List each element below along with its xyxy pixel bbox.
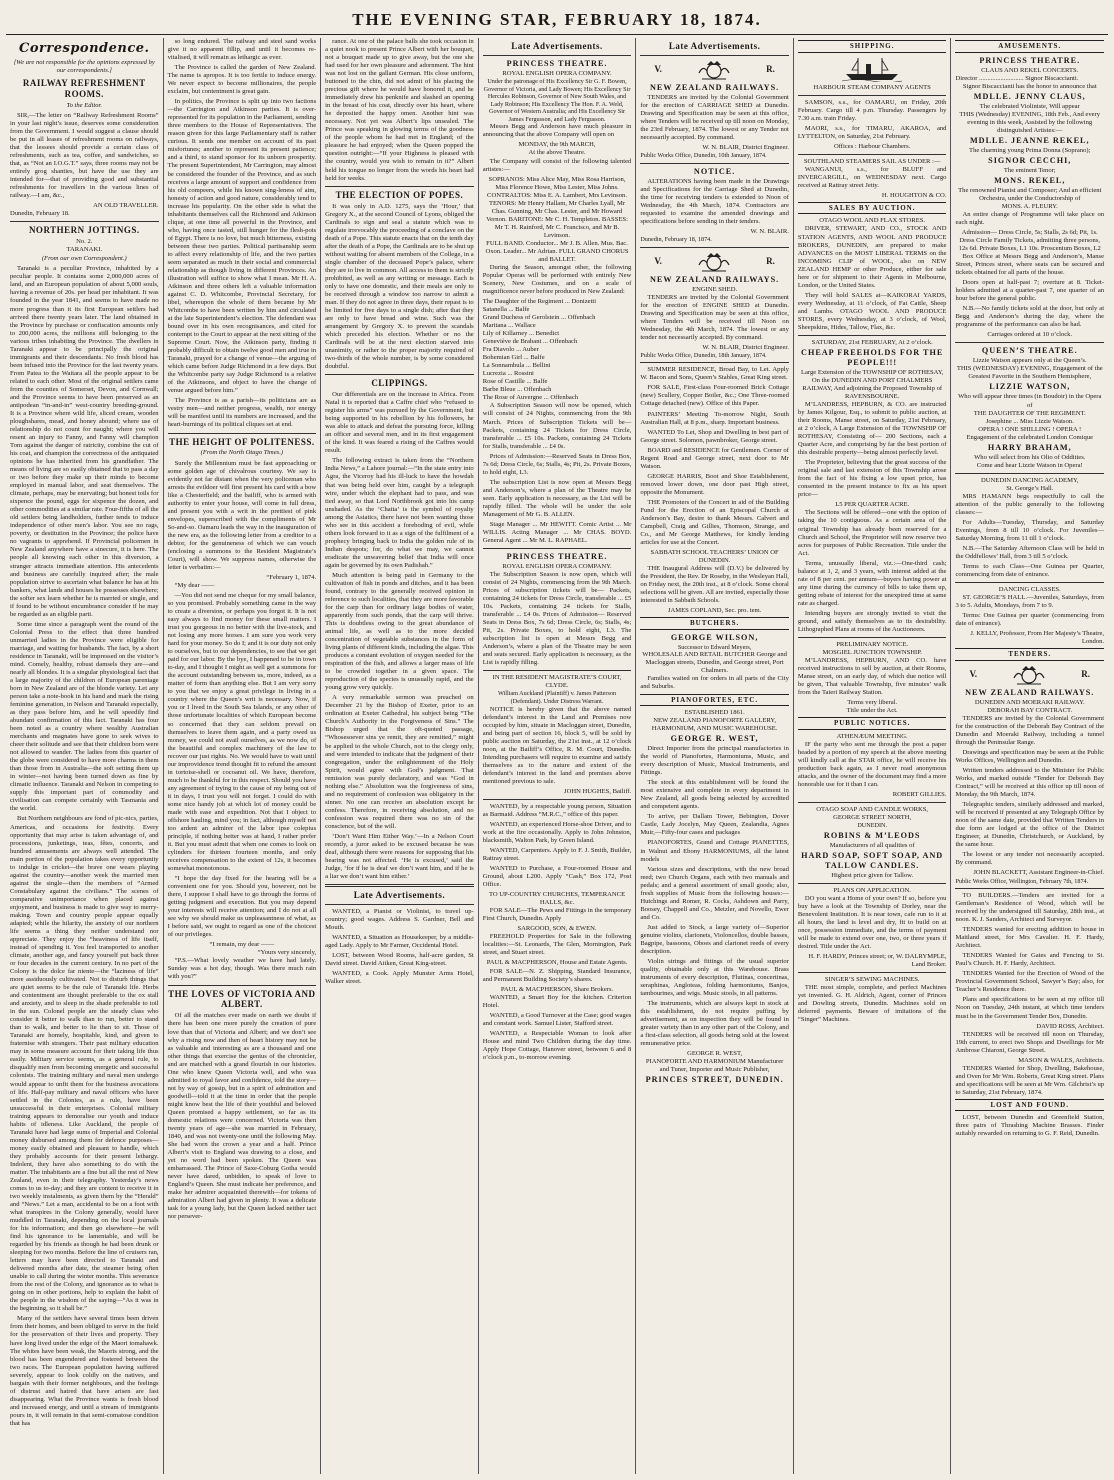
classified-ad: WANTED, a Good Turnover at the Case; good wages and constant work. Samuel Lister, Stafford street. [482,1011,632,1027]
loves-title: THE LOVES OF VICTORIA AND ALBERT. [168,988,316,1010]
upset-price: L5 PER QUARTER ACRE. [835,501,910,509]
robins-body: Manufacturers of all qualities of [829,841,915,849]
divider [483,548,632,549]
divider [798,972,947,973]
classified-ad: THE Promoters of the Concert in aid of the Building Fund for the Erection of an Episcopal Church at Anderson’s Bay, desire to thank Messrs. Calvert and Campbell, Craig and Gillies, Thomson, Strange, and Co., and Mr George Matthews, for kindly lending articles for use at the Concert. [640,498,789,546]
performer-sub: The eminent Tenor; [1003,166,1056,174]
hamann-body: For Adults—Tuesday, Thursday, and Saturday Evenings, from 8 till 10 o’clock. For Juveniles—Saturday Morning, from 11 till 1 o’clock. [955,518,1105,542]
tender-ad: TENDERS Wanted for Shop, Dwelling, Bakehouse, and Oven for Mr Wm. Roberts, Great King street. Plans and specifications will be seen at Mr Wm. Gilchrist’s up to Saturday, 21st February, 1874. [955,1064,1105,1096]
correspondence-title: Correspondence. [19,41,150,56]
letter-to: To the Editor. [66,101,103,109]
classified-ad: SUMMER RESIDENCE, Broad Bay, to Let. Apply W. Bacon and Sons, Queen’s Stables, Great King street. [640,366,789,382]
ad-signature: PAUL & MACPHERSON, House and Estate Agents. [486,959,628,967]
performer-sub: The renowned Pianist and Composer; And an efficient Orchestra, under the Conductorship of [958,186,1102,202]
classified-ad: FOR SALE—N. Z. Shipping, Standard Insurance, and Permanent Building Society’s shares. [482,967,632,983]
court-title: IN THE RESIDENT MAGISTRATE’S COURT, CLYDE. [492,674,622,690]
loves-body: Of all the matches ever made on earth we doubt if there has been one more purely the creation of pure love than that of Victoria and Albert; and we don’t see why a rising now and then of heart history may not be as valuable and interesting as are a thousand and one other things that exercise the genius of the chronicler, and are matched with a grand flourish in our histories. One who knew Queen Victoria well, and who was admitted to royal favor and confidence, told the story—not by way of gossip, but in a spirit of admiration and goodwill—told it at the time in order that the people might know best the life of their youthful and beloved Queen promised a happy settlement, so far as its domestic relations were concerned. Victoria was then twenty years of age—she was married in February, 1840, and was not twenty-one until the following May. She had worn the crown a year and a half. Prince Albert’s visit to England was drawing to a close, and yet no word had been spoken. The Queen was embarrassed. The Prince of Saxe-Coburg Gotha would never have dared, unbidden, to speak of love to England’s Queen. She must indicate her preference, and make her admirer acquainted therewith—for tokens of admiration Albert had given in plenty. It was a delicate task for a young lady, but the Queen lacked neither tact nor persever- [167,1012,317,1221]
georges-body: ST. GEORGE’S HALL.—Juveniles, Saturdays, from 3 to 5. Adults, Mondays, from 7 to 9. [955,594,1105,610]
sabbath-body: THE Inaugural Address will (D.V.) be delivered by the President, the Rev. Dr Roseby, in the Wesleyan Hall, on Friday next, the 20th inst., at 8 o’clock. Some choral selections will be given. All are invited, especially those interested in Sabbath Schools. [640,565,789,605]
cheap-freeholds-title: CHEAP FREEHOLDS FOR THE PEOPLE!!! [801,347,944,367]
section-header-pianofortes: PIANOFORTES, ETC. [640,694,789,707]
tender-ad: TO BUILDERS.—Tenders are invited for a Gentleman’s Residence of Wood, which will be received by the undersigned till Saturday, 28th inst., at noon. K. J. Sanders, Architect and Surveyor. [955,892,1105,924]
court-signature: JOHN HUGHES, Bailiff. [564,787,632,795]
mosgiel-title-act: Title under the Act. [846,707,898,715]
opera-item: The Daughter of the Regiment ... Donizetti [482,298,597,306]
clipping: Our differentials are on the increase in Africa. From Natal it is reported that a Caffre chief who “refused to register his arms” was pursued by the Government, but being supported in his rebellion by his followers, he was able to attack and defeat the pursuing force, killing an officer and several men, and in its first engagement of the kind. It was feared a rising of the Caffres would result. [325,391,474,455]
west-body: The instruments, which are always kept in stock at this establishment, do not require puffing by advertisement, as on inspection they will be found in greater variety than in any other part of the Colony, and a first-class selection, all goods being sold at the lowest remunerative price. [640,1000,789,1048]
opera-shilling: OPERA ! ONE SHILLING ! OPERA ! [978,425,1082,433]
blackett-date: Public Works Office, Wellington, February 7th, 1874. [955,877,1089,885]
column-2 [164,38,322,1474]
railways-signature: W. N. BLAIR, District Engineer. [702,343,789,351]
theatre-ad-title: PRINCESS THEATRE. [506,551,608,561]
west-body: Direct Importer from the principal manufactories in the world of Pianofortes, Harmoniums, Music, and every description of Music, Musical Instruments, and Fittings. [640,745,789,777]
hamann-body: Terms to each Class—One Guinea per Quarter, commencing from date of entrance. [955,563,1105,579]
hamann-body: MRS HAMANN begs respectfully to call the attention of the public generally to the following classes:— [955,492,1105,516]
carriages-note: Carriages ordered at 10 o’clock. [987,331,1073,339]
lost-ad: LOST, between Dunedin and Greenfield Station, three pairs of Thrashing Machine Brasses. Finder suitably rewarded on returning to G. F. Reid, Dunedin. [955,1114,1105,1138]
columns [6,38,1108,1474]
classified-ad: WANTED, a Situation as Housekeeper, by a middle-aged Lady. Apply to Mr Farmer, Occidental Hotel. [325,934,474,950]
shipping-signature: Offices : Harbour Chambers. [833,142,911,150]
home-body: DO you want a Home of your own? If so, before you buy have a look at the Township of Dorley, near the Benevolent Institution. It is near town, cafe run to it at all hours, the land is level and dry, fit to build on at once, possession immediate, and the terms of payment will be made to extend over one, two, or three years if desired. Title under the Act. [797,894,947,950]
politeness-body: Surely the Millennium must be fast approaching or some golden age of chivalrous courtesy. We say is evidently not far distant when the very policeman who arrests the evildoer will first present his card with a bow like a Chesterfield; and the bailiff, who is armed with authority to enter your house, will come in full dress, and present you with a writ in the prettiest of pink envelopes, superscribed with the compliments of Mr So-and-so. Oamaru leads the way in the inauguration of the new era, as the following letter from a creditor to a debtor, for the genuineness of which we can vouch (enclosing a summons to the Resident Magistrate’s Court), will show. We suppress names, otherwise the letter is verbatim:— [167,459,317,571]
classified-ad: BOARD and RESIDENCE for Gentlemen. Corner of Regent Road and George street, next door to Mr Watson. [640,446,789,470]
railways-title: NEW ZEALAND RAILWAYS. [965,687,1095,697]
soap-address: GEORGE STREET NORTH, [833,814,912,821]
performer-name: MONS. REKEL, [994,175,1066,185]
performer-sub: Who will select from his Olio of Oddities. [974,453,1086,461]
popes-body: It was only in A.D. 1275, says the ‘Hour,’ that Gregory X., at the second Council of Lyons, obliged the Cardinals to sign and seal a statute which was to regulate irrevocably the proceeding of a conclave on the death of a Pope. This statute enacts that on the tenth day after the death of a Pope, the Cardinals are to be shut up without waiting for absent members of the College, in a single chamber of the deceased Pope’s palace, where they are to live in common. All access to them is strictly prohibited, as well as any writing or message. Each is only to have one domestic, and their meals are only to be received through a window too narrow to admit a man. If they do not agree in three days, their repast is to be limited for five days to a single dish; after that they are only to have bread and wine. Such was the arrangement by Gregory X. to prevent the scandals which preceded his election. Whether or no the Cardinals will be at the next election starved into unanimity, or rather to the proper majority required of two-thirds of the whole number, is by some considered doubtful. [325,202,474,371]
southland-title: SOUTHLAND STEAMERS SAIL AS UNDER :— [803,157,941,165]
divider [955,888,1104,889]
theatre-subscription: A Subscription Season will now be opened, which will consist of 24 Nights, commencing from the 9th March. Prices of Subscription Tickets will be— Packets, containing 24 Tickets for Dress Circle, transferable ... £5 10s. Packets, containing 24 Tickets for Stalls, transferable ... £4 0s. [482,402,632,450]
jottings-paragraph: The Province is called the garden of New Zealand. The name is apropos. It is too fertile to induce energy. We never expect to become millionaires, the people exclaim, but contentment is great gain. [167,64,317,96]
deborah-title: DEBORAH BAY CONTRACT. [987,706,1073,714]
politeness-title: THE HEIGHT OF POLITENESS. [169,436,315,447]
notice-date: Dunedin, February 18, 1874. [640,235,712,243]
classified-ad: WANTED to Purchase, a Four-roomed House and Ground, about L200. Apply “Cash,” Box 172, Post Office. [482,865,632,889]
divider [640,247,789,248]
west-name: GEORGE R. WEST, [670,734,759,744]
jottings-paragraph: so long endured. The railway and steel sand works give it no apparent fillip, and until it becomes re-vitalised, it will remain as lethargic as ever. [167,38,317,62]
shipping-notice: SAMSON, s.s., for OAMARU, on Friday, 20th February. Cargo till 4 p.m. Thursday. Passengers by 7.30 a.m. train Friday. [797,98,947,122]
clipping: A very remarkable sermon was preached on December 21 by the Bishop of Exeter, prior to an ordination at Exeter Cathedral, his subject being “The Church’s Authority in the Forgiveness of Sins.” The Bishop urged that the oft-quoted passage, “Whosesoever sins ye remit, they are remitted,” might be applied to the whole Church, not to the clergy only, and were intended to indicate that the judgment of their congregation, under the enlightenment of the Holy Spirit, would agree with God’s judgment. That remission was purely declaratory, and was “God in nothing else.” Absolution was the forgiveness of sins, and no requirement of confession was obligatory in the sinner. No one can receive an absolution except he confess. Therefore, in receiving absolution, and no confession was required there was no sin of the conscience, but of the will. [325,694,474,830]
classified-ad: FREEHOLD Properties for Sale in the following localities:—St. Leonards, The Glen, Mornington, Park street, and Stuart street. [482,933,632,957]
railways-body: TENDERS are invited by the Colonial Government for the erection of ENGINE SHED at Dunedin. Drawing and Specification may be seen at this office, where Tenders will be received till Noon on Wednesday, the 4th March, 1874. The lowest or any tender not necessarily accepted. By command. [640,293,789,341]
robins-price: Highest price given for Tallow. [831,871,914,879]
athenaeum-title: ATHENÆUM MEETING. [836,732,908,740]
column-3 [321,38,479,1474]
notice-signature: W. N. BLAIR. [750,227,789,235]
letter-salute: “My dear —— [174,581,215,589]
ad-signature: PAUL & MACPHERSON, Share Brokers. [500,985,614,993]
classified-ad: WANTED, a Smart Boy for the kitchen. Criterion Hotel. [482,993,632,1009]
harbour-title: HARBOUR STEAM COMPANY AGENTS [813,83,931,91]
letter-date: “February 1, 1874. [266,573,317,581]
divider [955,342,1104,343]
column-4 [479,38,637,1474]
tender-body: Telegraphic tenders, similarly addressed and marked, will be received if presented at any Telegraph Office by noon of the same date, provided that Written Tenders in due form are lodged at the office of the District Engineer, at Dunedin, Christchurch, or Auckland, by the same hour. [955,801,1105,849]
letter-signature: AN OLD TRAVELLER. [93,202,159,210]
mosgiel-title: MOSGIEL JUNCTION TOWNSHIP. [822,648,922,656]
opera-item: Maritana ... Wallace [482,322,536,330]
classified-ad: WANTED, Carpenters. Apply to F. J. Smith, Builder, Rattray street. [482,847,632,863]
divider [168,433,317,434]
hamann-body: N.B.—The Saturday Afternoon Class will be held in the Oddfellows’ Hall, from 3 till 5 o’clock. [955,544,1105,560]
column-1 [6,38,164,1474]
divider [640,362,789,363]
west-address: PRINCES STREET, DUNEDIN. [645,1075,784,1085]
plans-title: PLANS ON APPLICATION. [833,886,911,894]
opera-item: Lucrezia ... Rossini [482,370,534,378]
section-header-lost-found: LOST AND FOUND. [955,1099,1104,1112]
theatre-body: Messrs Begg and Anderson have much pleasure in announcing that the above Company will open on [482,123,632,139]
theatre-company-note: The Company will consist of the following talented artistes:— [482,157,632,173]
royal-crest [640,251,789,273]
clipping: ‘Don’t Want Him Either Way.’—In a Nelson Court recently, a juror asked to be excused because he was deaf, although there were reasons for supposing that his hearing was not affected. ‘He is excused,’ said the Judge, ‘for if he is deaf we don’t want him, and if he is a liar we don’t want him either.’ [325,832,474,880]
divider [798,95,947,96]
kelly-signature: J. KELLY, Professor, From Her Majesty’s Theatre, London. [970,630,1105,646]
divider [325,904,474,905]
railways-title: NEW ZEALAND RAILWAYS. [649,274,780,284]
crest-v: V. [654,256,662,267]
auction-date: SATURDAY, 21st FEBRUARY, At 2 o’clock. [811,338,933,346]
section-header-amusements: AMUSEMENTS. [955,40,1104,53]
dancing-title: DUNEDIN DANCING ACADEMY, [981,476,1079,484]
loves-body: rance. At one of the palace balls she took occasion in a quiet nook to present Prince Albert with her bouquet, not a bouquet made up to give away, but the one she had used for her own pleasure and adornment. The hint was not lost on the gallant German. His close uniform, buttoned to the chin, did not admit of his placing the precious gift where he would have honored it, and he immediately drew his penknife and slashed an opening in the breast of his coat, directly over his heart, where he deposited the happy omen. Another hint was necessary. Not yet was Albert’s lips unsealed. The Prince was speaking in glowing terms of the goodness of the people whom he had met in England; of the pleasure he had enjoyed; when the Queen popped the question outright:—“If your Highness is pleased with the country, would you wish to remain in it?” Albert held his tongue no longer from the words his heart had held for weeks. [325,38,474,182]
queens-evening: THIS (WEDNESDAY) EVENING, Engagement of the Greatest Favorite in the Southern Hemisphere, [956,365,1103,381]
divider [483,799,632,800]
mosgiel-body: M’LANDRESS, HEPBURN, AND CO. have received instructions to sell by auction, at their Rooms, Manse street, on an early day, of which due notice will be given, That valuable Township, five minutes’ walk from the Taieri Railway Station. [797,656,947,697]
theatre-subscription-close: The subscription List is now open at Messrs Begg and Anderson’s, where a plan of the Theatre may be seen. Early application is necessary, as the List will be rapidly filled. The whole will be under the sole Management of Mr G. B. ALLEN. [482,478,632,518]
tender-ad: Plans and specifications to be seen at my office till Noon on Tuesday, 24th instant, at which time tenders must be in the Government Tender Box, Dunedin. [955,996,1105,1020]
section-header-auction: SALES BY AUCTION. [798,202,947,215]
jottings-number: No. 2. [76,238,93,246]
royal-crest [955,664,1104,686]
hepburn-body: M’LANDRESS, HEPBURN, & CO. are instructed by James Kilgour, Esq., to submit to public auction, at their Rooms, Manse street, on Saturday, 21st February, at 2 o’clock, A Large Extension of the TOWNSHIP OF ROTHESAY, Consisting of— 200 Sections, each a Quarter Acre, and comprising by far the best portion of this desirable property—being almost perfectly level. [797,401,947,457]
jottings-paragraph: But Northern neighbours are fond of pic-nics, parties, Americas, and occasions for festivity. Every opportunity that may arise is taken advantage of, and processions, junketings, teas, fêtes, concerts, and hundred amusements are always well attended. The main portion of the population takes every opportunity to indulge in cricket—the brave one wears playing against the country—another week the married men against the single—then the members of “Armed Constabulary against the civilians.” The scenes of comparative unimportance when placed against enjoyment, and business is made to give way to merry-making. Town and country people appear equally adapted; while the hilarity, the anxiety of our northern life seems a thing they neither understand nor appreciate. They enjoy the “heaviness of life itself, instead of spending it. You feel transported to another climate, another age, and fancy yourself put back three or four decades in the current century. In no part of the Colony is the dolce far niente—the “laziness of life” more assiduously cultivated. Not to disturb things that are quiet seems to be the rule of Taranaki life. Herbs and contentment are thought preferable to the ox stall and anxiety, and to sleep in the shade preferable to toil in the sun. Colonel people are the steady class who consider it better to walk than to run, better to stand than to walk, and better to lie than to sit. Those of Taranaki are homely, hospitable, kind, and given to fraternise with strangers. Their past military education may in some measure account for their taking life thus easily. Military service seems, as a general rule, to disqualify men from becoming energetic and successful colonists. The training military and naval men undergo would appear to unfit them for the business avocations of life. Half-pay military and naval officers who have settled in the Colonies, as a rule, have been unsuccessful in their enterprises. Colonial military training appears to demoralise our youth and induce habits of idleness. Like Auckland, the people of Taranaki have had large sums of Imperial and Colonial money disbursed among them for defence purposes—money easily obtained and pleasant to handle, which they probably accounts for their present lethargy. Indolent, they have also something to do with the matter. The inhabitants are a fine but all the rest of New Zealand, even in their telegraphy. Yesterday’s news comes to us to-day; and they are content to receive it in two weekly instalments, as given them by the “Herald” and “News.” Let a man, accidental to be on a foot with what transpires in the Colony generally, would have muddled in Taranaki, depending on the local journals for his information; and then go elsewhere—he will find his ignorance to be lamentable, and will be regarded by his friends as though he had been drunk or sleeping for two months. Before the line of cruisers ran, letters may have been directed to Taranaki and delivered months after date, the steamer being often unable to call during the winter months. This severance from the rest of the Colony, and ignorance as to what is going on in other portions, help to explain the habit of the people in the wisdom of the saying—“As it was in the beginning, so it shall be.” [10,815,159,1313]
classified-ad: GEORGE HARRIS, Boot and Shoe Establishment, removed lower down, one door past High street, opposite the Monument. [640,472,789,496]
engagement-note: Engagement of the celebrated London Comique [966,433,1094,441]
divider [483,55,632,56]
late-ads-title: Late Advertisements. [511,41,603,51]
performance-date: THIS (Wednesday) EVENING, 18th Feb., And every evening in this week, Assisted by the following distinguished Artistes:— [959,110,1101,134]
tickets-note: N.B.—No family tickets sold at the door, but only at Begg and Anderson’s during the day, where the programme of the performance can also be had. [955,305,1105,329]
crest-r: R. [766,256,775,267]
performer-name: LIZZIE WATSON, [989,382,1071,392]
royal-arms-icon [697,59,731,81]
wilson-body: Families waited on for orders in all parts of the City and Suburbs. [640,675,789,691]
letter-postscript: “P.S.—What lovely weather we have had lately. Sunday was a hot day, though. Was there much rain with you?” [167,957,317,981]
opera-list [483,298,632,402]
admission-prices: Admission— Dress Circle, 5s; Stalls, 2s 6d; Pit, 1s. Dress Circle Family Tickets, admitting three persons, 12s 6d. Private Boxes, L1 10s. Proscenium Boxes, L2 [958,228,1101,253]
opera-item: Lily of Killarney ... Benedict [482,330,560,338]
royal-arms-icon [1012,664,1046,686]
performer-name: SIGNOR CECCHI, [988,155,1072,165]
performer-name: MDLLE. JENNY CLAUS, [973,91,1086,101]
jottings-paragraph: The Province is as a parish—its politicians are as vestry men—and neither progress, wealth, nor energy will be manifest until its numbers are increased, and the heart-burnings of its political cliques set at end. [167,397,317,429]
classified-ad: LOST, between Wood Rooms, half-acre garden, St David street. David Aitken, Great King-street. [325,952,474,968]
performer-sub: The charming young Prima Donna (Soprano); [969,146,1091,154]
box-office: Box Office at Messrs Begg and Anderson’s, Manse Street, Princes street, where seats can be secured and tickets obtained for all parts of the house. [955,253,1105,277]
soap-city: DUNEDIN. [857,822,888,830]
classified-ad: WANTED, a Respectable Woman to look after House and mind Two Children during the day time. Apply Hope Cottage, Hanover street, between 6 and 8 o’clock p.m., to-morrow evening. [482,1029,632,1061]
theatre-ad-title: PRINCESS THEATRE. [506,58,608,68]
theatre-orchestra: FULL BAND. Conductor... Mr J. B. Allen. Mus. Bac. Oxon. Leader... Mr Adrian. FULL GRAND CHORUS and BALLET. [485,239,629,263]
divider [955,582,1104,583]
opera-item: Fra Diavolo ... Auber [482,346,539,354]
conductor-name: MONS. A. FLEURY. [1001,202,1058,210]
mosgiel-terms: Terms very liberal. [847,699,898,707]
theatre-venue: At the above Theatre. [528,149,586,157]
soap-title: OTAGO SOAP AND CANDLE WORKS, [816,805,929,813]
divider [798,637,947,638]
crest-v: V. [969,669,978,680]
hepburn-body: Terms, unusually liberal, viz.:—One-third cash; balance at 1, 2, and 3 years, with interest added at the rate of 8 per cent. per annum—buyers having power at any time during the currency of bills to take them up, getting rebate of interest for the unexpired time at same rate as charged. [797,559,947,607]
divider [955,473,1104,474]
dancing-classes-title: DANCING CLASSES. [998,586,1061,594]
performer-sub: The celebrated Violiniste, Will appear [979,102,1080,110]
cheap-freeholds-body: Large Extension of the TOWNSHIP OF ROTHESAY, On the DUNEDIN AND PORT CHALMERS RAILWAY, And adjoining the Proposed Township of RAVENSBOURNE. [800,368,944,400]
west-body: To arrive, per Dallam Tower, Bebington, Dover Castle, Lady Jocelyn, May Queen, Zealandia, Agnes Muir,—Fifty-four cases and packages [640,813,789,837]
divider [325,884,474,887]
letter-body: —You did not send me cheque for my small balance, so you promised. Probably something came in the way to create a diversion, or perhaps you forgot it. It is not easy always to find money for these small matters. I trust you gorgeous in no better with the live-stock, and not losing any more horses. I am sure you work very hard for your money. So do I; and it is our duty not only to ourselves, but to our dependencies, to see that we get paid for our labor. By the bye, I happened to be in town to-day, and I thought I might as well get a summons for the account outstanding between us, more, indeed, as a matter of form than anything else. But I am very sorry to you that we enjoy a great privilege in living in a country where the Queen’s writ is necessary. Now, if you or I lived in the South Sea Islands, or any other of those unfortunate localities of which European become so concerned that they can seldom prevail on themselves to leave them again, and a party owed us money, we could not avail ourselves, as we now do, of the beautiful and complex machinery of the law to recover our just rights. No. We would have to wait until our improvidence trend thought fit to refund the amount in tortoise-shell or cocoanut oil. We have, therefore, much to be thankful for in this respect. Should you have any agreement of trying to the cause of my being out of it in days, I trust you will not forget. I could do with some nice handy job at which lot of money could be made with ease and expedition. Not that I object to offshore hauling, mind you; in fact, although myself not too ardent an admirer of the labor ipse colepius principle, if nothing better was at hand, I rather prefer it. But you must admit that when one comes to look on cylinders for thirteen fourteen months, and only receives compensation to the extent of 12s, it becomes somewhat monotonous. [167,592,317,873]
opera-item: Barbe Bleue ... Offenbach [482,386,552,394]
jottings-paragraph: In politics, the Province is split up into two factions—the Carrington and Atkinson parties. It is over-represented for its population in the Parliament, sending three members to the House of Representatives. The reason given for this large Parliamentary staff is rather curious. It sends one member on account of its past misfortunes; another to represent its present patience; and a third, to stand sponsor for its unborn prosperity. The present Superintendent, Mr Carrington, may almost be considered the founder of the Province, and as such receives a large amount of support and confidence from his old compeers, while his known sing-leness of aim, honesty of action and good nature, considerably tend to increase his popularity. On the other side is what the inhabitants themselves call the Richmond and Atkinson clique, at one time all powerful in the Province, and who, having once tasted, still hunger for the flesh-pots of Egypt. There is no love, but much bitterness, existing between these two parties. Political partisanship seem to affect every relationship of life, and the two parties seem separated as much in their social and commercial relationship as though living in different Provinces. An illustration will suffice to show what I mean. Mr H. A. Atkinson and three others left a valuable information against C. D. Whitcombe, Provincial Secretary, for libel, whereupon the whole of them became by Mr Whitcombe to have been written by him and circulated at the late Superintendent’s election. The defendant was bound over in his own recognisances, and cited for contempt to the Court to appear at the next sitting of the Supreme Court. Now, the Atkinson party, finding it probably difficult to obtain twelve good men and true in Taranaki, prayed for a change of venue—the arguing of which came before Judge Richmond in a few days. But the Whitcombe party say Judge Richmond is a relative of the Atkinsons, and object to have the change of venue argued before him.” [167,98,317,395]
theatre-cast: SOPRANOS: Miss Alice May, Miss Rosa Harrison, Miss Florence Howe, Miss Lester, Miss Johns. CONTRALTOS: Miss E. A. Lambert, Mrs Levinson. TENORS: Mr Henry Hallam, Mr Charles Lyall, Mr Chas. Gunning, Mr Chas. Lester, and Mr Howard Vernon. BARITONE: Mr C. H. Templeton. BASSES: Mr T. H. Rainford, Mr C. Francisco, and Mr B. Levinson. [486,175,628,239]
classified-ad: FOR SALE—The Pews and Fittings in the temporary First Church, Dunedin. Apply [482,907,632,923]
piano-title: NEW ZEALAND PIANOFORTE GALLERY, HARMONIUM, AND MUSIC WAREHOUSE. [651,717,778,733]
theatre-patronage: Under the patronage of His Excellency Sir G. F. Bowen, Governor of Victoria, and Lady Bowen; His Excellency Sir Hercules Robinson, Governor of New South Wales, and Lady Robinson; His Excellency The Hon. F. A. Weld, Governor of Western Australia; and His Excellency Sir James Fergusson, and Lady Fergusson. [483,78,631,123]
hepburn-body: Intending buyers are strongly invited to visit the ground, and satisfy themselves as to its desirability. Lithographed Plans at rooms of the Auctioneers. [797,609,947,633]
robins-title: ROBINS & M’LEODS [823,830,921,840]
divider [168,985,317,986]
wool-body: DRIVER, STEWART, AND CO., STOCK AND STATION AGENTS, AND WOOL AND PRODUCE BROKERS, DUNEDIN, are prepared to make ADVANCES on the MOST LIBERAL TERMS on the INCOMING CLIP of WOOL, also on NEW ZEALAND HEMP or other Produce, either for sale here or for shipment to their Agents in Melbourne, London, or the United States. [797,225,947,289]
opera-item: La Sonnambula ... Bellini [482,362,551,370]
divider [483,670,632,671]
classified-ad: WANTED, by a respectable young person, Situation as Barmaid. Address “M.R.C.,” office of this paper. [482,802,632,818]
divider [798,154,947,155]
railways-signature: W. N. BLAIR, District Engineer. [702,144,789,152]
theatre-announce: Signor Biscaccianti has the honor to announce that [962,82,1097,90]
divider [325,374,474,375]
letter-title: RAILWAY REFRESHMENT ROOMS. [22,77,146,99]
railways-body: TENDERS are invited by the Colonial Government for the erection of CARRIAGE SHED at Dunedin. Drawing and Specification may be seen at this office, where Tenders will be received up till noon on Monday, the 23rd February, 1874. The lowest or any Tender not necessarily accepted. By command. [640,93,789,142]
doors-note: Doors open at half-past 7; overture at 8. Ticket-holders admitted at a quarter-past 7, one quarter of an hour before the general public. [955,279,1105,303]
divider [798,883,947,884]
theatre-company: ROYAL ENGLISH OPERA COMPANY. [502,562,612,570]
ross-signature: DAVID ROSS, Architect. [1036,1022,1105,1030]
hepburn-body: The Proprietor, believing that the great success of the original sale and last extension of this Township arose from the fact of his fixing a low upset price, has consented in the present instance to fix as his upset price— [797,459,947,499]
athenaeum-signature: ROBERT GILLIES. [892,790,947,798]
wool-title: OTAGO WOOL AND FLAX STORES. [819,217,926,225]
sabbath-signature: JAMES COPLAND, Sec. pro. tem. [667,607,762,615]
late-ads-title: Late Advertisements. [353,890,446,901]
notice-body: ALTERATIONS having been made in the Drawings and Specifications for the Carriage Shed at Dunedin, the time for receiving tenders is extended to Noon of Wednesday, the 4th March, 1874. Contractors are requested to examine the amended drawings and specifications before sending in their tenders. [640,177,789,225]
wilson-subtitle: Successor to Edward Meyers, [677,643,752,651]
letter-signature: “Yours very sincerely, [257,949,317,957]
singer-body: THE most simple, complete, and perfect Machines yet invented. G. H. Aldrich, Agent, corner of Princes and Dowling streets, Dunedin. Machines sold on deferred payments. Beware of imitations of the “Singer” Machines. [797,984,947,1024]
crest-r: R. [1081,669,1091,680]
performer-sub: Who will appear three times (in Boudoir) in the Opera of [958,393,1102,409]
moeraki-title: DUNEDIN AND MOERAKI RAILWAY. [974,698,1085,706]
classified-ad: PAINTERS’ Meeting To-morrow Night, South Australian Hall, at 8 p.m., sharp. Important business. [640,410,789,426]
robins-goods: HARD SOAP, SOFT SOAP, AND TALLOW CANDLES. [801,850,944,870]
church-ad-title: TO UP-COUNTRY CHURCHES, TEMPERANCE HALLS, &c. [488,891,626,907]
shipping-signature: H. HOUGHTON & CO. [881,191,947,199]
clipping: Much attention is being paid in Germany to the cultivation of fish in ponds and ditches, and it has been found, contrary to the generally received opinion in reference to such localities, that they are more favorable for the carp than for ordinary laige bodies of water, apparently from such ponds, that the carp will thrive. This is doubtless owing to the great abundance of animal life, as well as to the more decided concentration of vegetable substances in the form of living plants of different kinds, including the algae. This produces a constant evolution of oxygen needed for the respiration of the fish, and allows a larger mass of life to be crowded together in a given space. The reproduction of the species is unusually rapid, and the young grow very quickly. [325,571,474,692]
letter-body: “I hope the day fixed for the hearing will be a convenient one for you. Should you, however, not be there, I suppose I shall have to go through the forms of getting judgment and execution. But you may depend your interests will receive attention; and I do not at all see why we should make us unpleasantness of what, as I before said, we ought to regard as one of the choicest of our privileges. [167,875,317,939]
performer-name: MDLLE. JEANNE REKEL, [969,135,1090,145]
preliminary-notice: PRELIMINARY NOTICE. [836,640,909,648]
wilson-title: GEORGE WILSON, [670,632,759,642]
queens-closing: Come and hear Lizzie Watson in Opera! [976,461,1083,469]
jottings-from: (From our own Correspondent.) [41,255,127,263]
letter-body: SIR,—The letter on “Railway Refreshment Rooms” in your last night’s issue, deserves some consideration from the Government. I would suggest a clause should be put in all leases of refreshment rooms on railways, that the lessees should provide a certain class of refreshments, such as tea, coffee, and sandwiches, so that, as “Not an I.O.G.T.” says, three rooms may not be entirely grog shanties, but have the use they are intended for—that of providing good and substantial refreshments for travellers in the various lines of railway.—I am, &c., [10,111,159,200]
divider [10,221,159,222]
west-body: PIANOFORTES, Grand and Cottage PIANETTES, in Walnut and Ebony HARMONIUMS, all the latest models [640,839,789,863]
classified-ad: WANTED, an experienced Horse-shoe Driver, and to work at the fire occasionally. Apply to John Johnston, blacksmith, Walton Park, by Green Island. [482,820,632,845]
classified-ad: FOR SALE, First-class Four-roomed Brick Cottage (new) Scullery, Copper Boiler, &c.; One Three-roomed Cottage detached (new). Office of this Paper. [640,384,789,408]
tender-ad: TENDERS Wanted for Gates and Fencing to St. Paul’s Church. H. F. Hardy, Architect. [955,952,1105,968]
classified-ad: WANTED To Let, Shop and Dwelling in best part of George street. Solomon, pawnbroker, George street. [640,428,789,444]
theatre-date: MONDAY, the 9th MARCH, [518,141,596,149]
singer-title: SINGER’S SEWING MACHINES. [824,975,920,983]
railways-date: Public Works Office, Dunedin, 10th January, 1874. [640,152,767,160]
theatre-body: The Subscription Season is now open, which will consist of 24 Nights, commencing from the 9th March. Prices of subscription tickets will be— Packets, containing 24 tickets for Dress Circle, transferable ... £5 10s. Packets, containing 24 tickets for Stalls, transferable ... £4 0s. Prices of Admission— Reserved Seats in Dress Box, 7s 6d; Dress Circle, 6s; Stalls, 4s; Pit, 2s. Private Boxes, to hold eight, L3. The subscription list is open at Messrs Begg and Anderson’s, where a plan of the Theatre may be seen and seats secured. Early application is necessary, as the List is rapidly filling. [482,571,632,667]
tender-ad: TENDERS wanted for erecting addition to house in Maitland street, for Mrs Cavalier. H. F. Hardy, Architect. [955,926,1105,950]
late-ads-title: Late Advertisements. [668,41,761,51]
section-header-public-notices: PUBLIC NOTICES. [798,717,947,730]
railways-title: NEW ZEALAND RAILWAYS. [649,82,780,92]
clippings-title: CLIPPINGS. [371,378,428,389]
hepburn-body: The Sections will be offered—one with the option of taking the 10 contiguous. As a certain area of the original Township has already been reserved for a Church and School, the Proprietor will now reserve two acres for purposes of Public Recreation. Title under the Act. [797,509,947,557]
steamship-icon [842,56,902,82]
jottings-paragraph: Many of the settlers have several times been driven from their homes, and been obliged to serve in the field for the preservation of their lives and property. They have long lived under the edge of the Maori tomahawk. The whites have been weak, the Maoris strong, and the blood has been engendered and fostered between the two races. The European population having suffered severely, appear to look coldly on the natives, and bargain with their former neighbours, and the feelings of distrust and hatred that have arisen are fast disappearing. What the Province wants is fresh blood and increased energy, and until a stream of immigrants pours in, it will remain in that semi-comatose condition that has [10,1315,159,1427]
opera-title: THE DAUGHTER OF THE REGIMENT. [973,409,1086,417]
west-signature: GEORGE R. WEST, [687,1050,743,1058]
crest-r: R. [766,64,775,75]
sabbath-title: SABBATH SCHOOL TEACHERS’ UNION OF DUNEDIN. [650,549,779,565]
royal-crest [640,59,789,81]
editorial-note: [We are not responsible for the opinions expressed by our correspondents.] [13,58,155,74]
popes-title: THE ELECTION OF POPES. [335,189,464,200]
divider [325,186,474,187]
letter-close: “I remain, my dear —— [209,941,275,949]
ad-signature: SARGOOD, SON, & EWEN. [517,925,597,933]
dancing-address: St. George’s Hall. [1006,484,1054,492]
jottings-place: TARANAKI. [66,246,103,254]
section-header-butchers: BUTCHERS. [640,617,789,630]
tender-ad: TENDERS will be received till noon on Thursday, 19th current, to erect two Shops and Dwellings for Mr Ambrose Chiaroni, George Street. [955,1030,1105,1054]
opera-item: Bohemian Girl ... Balfe [482,354,545,362]
queens-note: Lizzie Watson appears only at the Queen’s. [972,357,1087,365]
jottings-paragraph: Taranaki is a peculiar Province, inhabited by a peculiar people. It contains some 2,000,000 acres of land, and an European population of about 5,000 souls, having a revenue of 20s. per head per inhabitant. It was founded in the year 1841, and seems to have made no more progress than it its first European settlers had arrived there twenty years later. The land obtained in the Province by purchase or confiscation amounts only to 200,000 acres, the millions still belonging to the various tribes inhabiting the Province. The dwellers in Taranaki appear to be principally the original immigrants and their descendants. No fresh blood has been infused into the Province for the last twenty years. From Patea to the Waitara all the people appear to be related to each other. Most of the original settlers came from the counties of Somerset, Devon, and Cornwall; and the Province seems to have been preserved as an antipodean “in-and-in” west-country breeding-ground. It is a Province where wild life, sliced cream, wooden ploughshares, mead, and honey abound; where use of relationship do not count for naught; where you will resent an injury to Fanny, and Fanny will champion Tom against the danger of ratricity, combine the cut of his coat, and champion the correctness of the antiquated opinions he has inherited from his grandfather. The means of living are so easily obtained that to pass a day or two before they make up their minds to become employed in manual labor, and seat themselves. The climate, perhaps, may be enervating; but honest toils for sixpence the pound, eggs for sixpence the dozen, and other commodities at a similar rate. Four-fifths of all the old settlers being landholders, further tends to induce independence of other men’s labor. You see no rags, poverty, or destitution in the Province; the police have no vagrants to apprehend. If Provincial policemen in New Zealand anywhere have a sinecure, it is here. The people all knowing each other in this diversion, a stranger attracts immediate attention. His antecedents and business are carefully inquired after; the male population strive to ascertain what balance he has at his bankers, what lands and houses he possesses elsewhere; the softer sex learn whether he is married or single, and if found to be without encumbrance consider if he may be regarded as an eligible parti. [10,265,159,618]
west-body: Various sizes and descriptions, with the new broad reed; two Church Organs, each with two manuals and pedals; and a general assortment of small goods; also, fresh supplies of Music from the following houses:—Hutchings and Romer, R. Cocks, Ashdown and Parry, Boosey, Chappell and Co., Metzler, and Novello, Ewer and Co. [640,865,789,921]
opera-item: Satanella ... Balfe [482,306,530,314]
wilson-body: WHOLESALE AND RETAIL BUTCHER George and Macloggan streets, Dunedin, and George street, Port Chalmers. [642,651,787,675]
opera-cast: Josephine ... Miss Lizzie Watson. [985,417,1074,425]
performer-name: HARRY BRAHAM, [987,442,1072,452]
opera-item: Rose of Castille ... Balfe [482,378,548,386]
shipping-notice: MAORI, s.s., for TIMARU, AKAROA, and LYTTELTON, on Saturday, 21st February. [797,124,947,140]
masthead-title: THE EVENING STAR, FEBRUARY 18, 1874. [352,10,762,29]
west-body: Violin strings and fittings of the usual superior quality, obtainable only at this Warehouse. Brass instruments of every description, Flutinas, concertinas, seraphinas, Angloteas, folding harmoniums, Banjos, tambourines, and wigs. Music stools, in all patterns. [640,957,789,998]
theatre-season: During the Season, amongst other, the following Popular Operas will be performed with entirely New Scenery, New Costumes, and on a scale of magnificence never before produced in New Zealand: [482,263,632,295]
wool-body: They will hold SALES at—KAIKORAI YARDS, every Wednesday, at 11 o’clock, of Fat Cattle, Sheep and Lambs. OTAGO WOOL AND PRODUCE STORES, every Wednesday, at 3 o’clock, of Wool, Sheepskins, Hides, Tallow, Flax, &c. [797,291,947,331]
railways-date: Public Works Office, Dunedin, 18th January, 1874. [640,351,767,359]
tender-ad: TENDERS Wanted for the Erection of Wood of the Provincial Government School, Sawyer’s Bay; also, for Teacher’s Residence there. [955,970,1105,994]
jottings-paragraph: Some time since a paragraph went the round of the Colonial Press to the effect that three hundred unmarried ladies in the Province were eligible for marriage, and waiting for husbands. The fact, by a short residence in Taranaki, will be impressed on the visitor’s mind. Comely, healthy, robust damsels they are—and nearly all blondes. It is a singular physiological fact that a large majority of the children of European parentage born in New Zealand are of the blonde variety. Let any person take a note-book in his hand and mark the rising feminine generation, in Nelson and Taranaki especially, as they pass before him, and he will speedily find abundant confirmation of this fact. Taranaki has four been noted as a country where wealthy Australian merchants and magnates have gone to seek wives to cheer their solitude and see that their children born were not allowed to wander. The ladies from this quarter of the globe were considered to have more charms in them than those from in Australia—the soft setting them up in winter—not having been turned down as fine by climatic influence. Taranaki and Nelson in competing to supply this important part of commodity and civilisation can compete certainly with Tasmania and the world. [10,620,159,813]
athenaeum-body: IF the party who sent me through the post a paper headed by a portion of my speech at the above meeting will kindly call at the STAR office, he will receive his production back again, as I never read anonymous attacks, and the owner of the document may find a more honorable use for it than I can. [797,740,947,788]
clipping: The following extract is taken from the “Northern India News,” a Lahore journal:—“In the state entry into Agra, the Viceroy had his ill-luck to have the howdah that was being held over him, caught by a telegraph wire, under which the elephant had to pass, and was tied away, so that Lord Northbrook got into his camp unshaded. As the ‘Chatta’ is the symbol of royalty among the Asiatics, there have not been wanting those who see in this accident a foreboding of evil, while others look forward to it as a sign of the fulfilment of a prophecy bringing back to India the golden rule of its Indian despots; for, do what we may, we cannot eradicate the unwavering belief that India will once again be governed by its own Padishah.” [325,457,474,569]
tender-body: The lowest or any tender not necessarily accepted. By command. [955,851,1105,867]
court-body: NOTICE is hereby given that the above named defendant’s interest in the Land and Premises now occupied by him, situate in Macloggan street, Dunedin, and being part of section 16, block 5, will be sold by public auction on Saturday, the 21st inst., at 12 o’clock noon, at the Bailiff’s Office, R. M. Court, Dunedin. Intending purchasers will require to examine and satisfy themselves as to the nature and extent of the defendant’s interest in the land and premises above mentioned previous to sale. [482,705,632,785]
letter-date: Dunedin, February 18. [10,210,70,218]
divider [640,55,789,56]
blackett-signature: JOHN BLACKETT, Assistant Engineer-in-Chief. [973,869,1105,877]
theatre-prices: Prices of Admission:—Reserved Seats in Dress Box, 7s 6d; Dress Circle, 6s; Stalls, 4s; Pit, 2s. Private Boxes, to hold eight, L3. [482,452,632,476]
mason-signature: MASON & WALES, Architects. [1018,1056,1105,1064]
theatre-staff: Stage Manager ... Mr HEWITT. Comic Artist ... Mr WILLIS. Acting Manager ... Mr CHAS. BOYD. General Agent ... Mr M. L. RAPHAEL. [482,520,632,544]
divider [798,335,947,336]
royal-arms-icon [697,251,731,273]
georges-body: Terms: One Guinea per quarter (commencing from date of entrance). [955,612,1105,628]
west-body: Just added to Stock, a large variety of—Superior genuine violins, clarionets, Violoncellos, double basses, Bagpipe, bassoons, Oboes and clarionet reeds of every description. [640,923,789,955]
opera-item: Grand Duchess of Gerolstein ... Offenbach [482,314,596,322]
programme-note: An entire change of Programme will take place on each night. [955,210,1105,226]
classified-ad: WANTED, a Pianist or Violinist, to travel up-country; good wages. Address S. Gardner, Bell and Mouth. [325,908,474,932]
section-header-tenders: TENDERS. [955,648,1104,661]
divider [640,163,789,164]
west-signature: PIANOFORTE AND HARMONIUM Manufacturer and Tuner, Importer and Music Publisher, [645,1058,784,1074]
west-body: The stock at this establishment will be found the most extensive and complete in every department in New Zealand, all goods being selected by accredited and competent agents. [640,779,789,811]
masthead [6,0,1108,35]
column-7 [951,38,1108,1474]
column-6 [794,38,952,1474]
court-parties: William Auckland (Plaintiff) v. James Patterson (Defendant). Under Distress Warrant. [497,690,617,705]
opera-item: Geneviève de Brabant ... Offenbach [482,338,578,346]
jottings-title: NORTHERN JOTTINGS. [28,225,140,236]
section-header-shipping: SHIPPING. [798,40,947,53]
tender-body: TENDERS are invited by the Colonial Government for the construction of the Deborah Bay Contract of the Dunedin and Moeraki Railway, including a tunnel through the Peninsular Range. [955,714,1105,746]
theatre-ad-title: PRINCESS THEATRE. [979,55,1081,65]
politeness-source: (From the North Otago Times.) [200,449,284,457]
queens-title: QUEEN’S THEATRE. [981,346,1078,356]
divider [798,802,947,803]
theatre-subtitle: CLAUS AND REKEL CONCERTS. [981,66,1079,74]
classified-ad: WANTED, a Cook. Apply Munster Arms Hotel, Walker street. [325,970,474,986]
crest-v: V. [654,64,662,75]
shipping-notice: WANGANUI, s.s., for BLUFF and INVERCARGILL, on WEDNESDAY next. Cargo received at Rattray street Jetty. [797,165,947,189]
home-signature: H. F. HARDY, Princes street; or, W. DALRYMPLE, Land Broker. [808,952,947,968]
piano-established: ESTABLISHED 1861. [684,709,745,717]
opera-item: The Rose of Auvergne ... Offenbach [482,394,579,402]
column-5 [636,38,794,1474]
theatre-company: ROYAL ENGLISH OPERA COMPANY. [502,69,612,77]
tender-body: Drawings and specification may be seen at the Public Works Offices, Wellington and Dunedin. [955,749,1105,765]
theatre-director: Director ........................... Signor Biscaccianti. [955,74,1079,82]
railways-subtitle: ENGINE SHED. [692,285,738,293]
notice-title: NOTICE. [693,166,736,176]
tender-body: Written tenders addressed to the Minister for Public Works, and marked outside “Tender for Deborah Bay Contract,” will be received at this office up till noon of Monday, the 9th March, 1874. [955,767,1105,799]
